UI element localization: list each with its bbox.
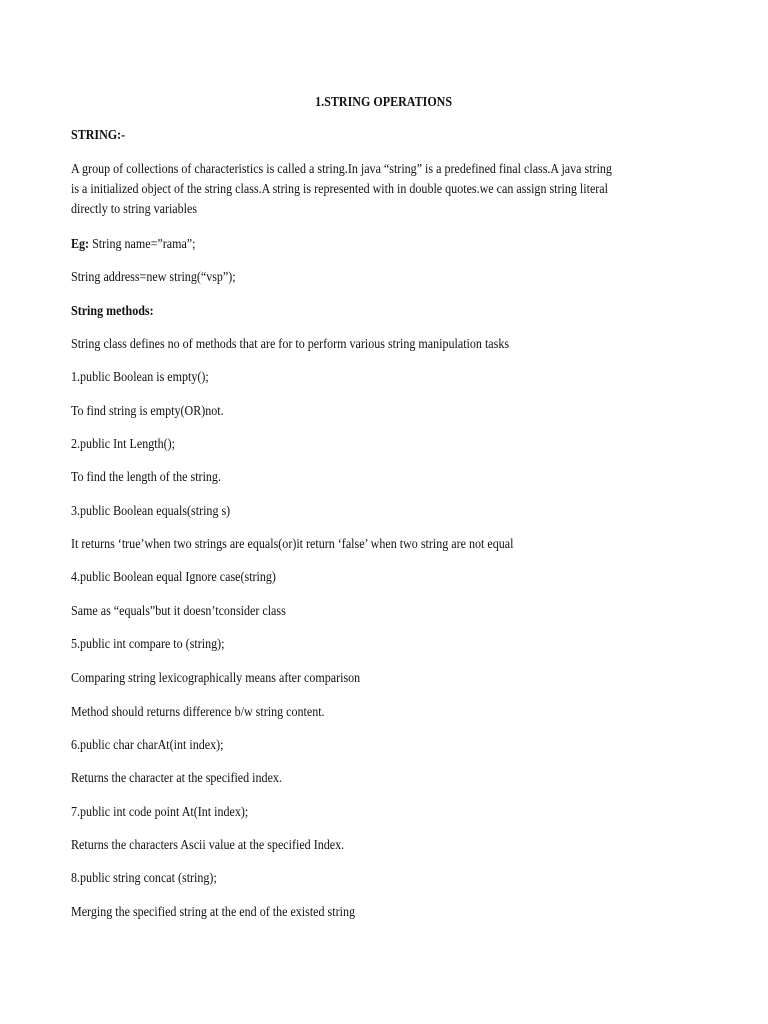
intro-line: A group of collections of characteristics is called a string.In java “string” is a predefined final class.A java string	[71, 162, 612, 177]
intro-paragraph	[71, 160, 750, 220]
method-line: To find string is empty(OR)not.	[71, 404, 224, 419]
method-line: 4.public Boolean equal Ignore case(string)	[71, 570, 276, 585]
example-1-text: String name=”rama”;	[89, 237, 196, 252]
method-line: Same as “equals”but it doesn’tconsider class	[71, 604, 286, 619]
method-line: To find the length of the string.	[71, 470, 221, 485]
intro-line: directly to string variables	[71, 202, 198, 217]
method-line: 5.public int compare to (string);	[71, 637, 225, 652]
method-line: Method should returns difference b/w string content.	[71, 705, 325, 720]
method-line: It returns ‘true’when two strings are equals(or)it return ‘false’ when two string are not equal	[71, 537, 514, 552]
example-label: Eg:	[71, 237, 90, 252]
method-line: 3.public Boolean equals(string s)	[71, 504, 231, 519]
method-line: Comparing string lexicographically means after comparison	[71, 671, 361, 686]
methods-heading: String methods:	[71, 304, 154, 319]
document-title: 1.STRING OPERATIONS	[315, 95, 453, 110]
method-line: Merging the specified string at the end of the existed string	[71, 905, 355, 920]
method-line: 6.public char charAt(int index);	[71, 738, 224, 753]
section-heading: STRING:-	[71, 128, 126, 143]
method-line: Returns the character at the specified index.	[71, 771, 282, 786]
method-line: 2.public Int Length();	[71, 437, 175, 452]
method-line: 8.public string concat (string);	[71, 871, 217, 886]
method-line: Returns the characters Ascii value at the specified Index.	[71, 838, 345, 853]
method-line: 7.public int code point At(Int index);	[71, 805, 249, 820]
methods-intro: String class defines no of methods that are for to perform various string manipulation tasks	[71, 337, 510, 352]
example-line-1	[71, 236, 195, 253]
method-line: 1.public Boolean is empty();	[71, 370, 209, 385]
intro-line: is a initialized object of the string class.A string is represented with in double quotes.we can assign string literal	[71, 182, 609, 197]
example-line-2: String address=new string(“vsp”);	[71, 270, 236, 285]
